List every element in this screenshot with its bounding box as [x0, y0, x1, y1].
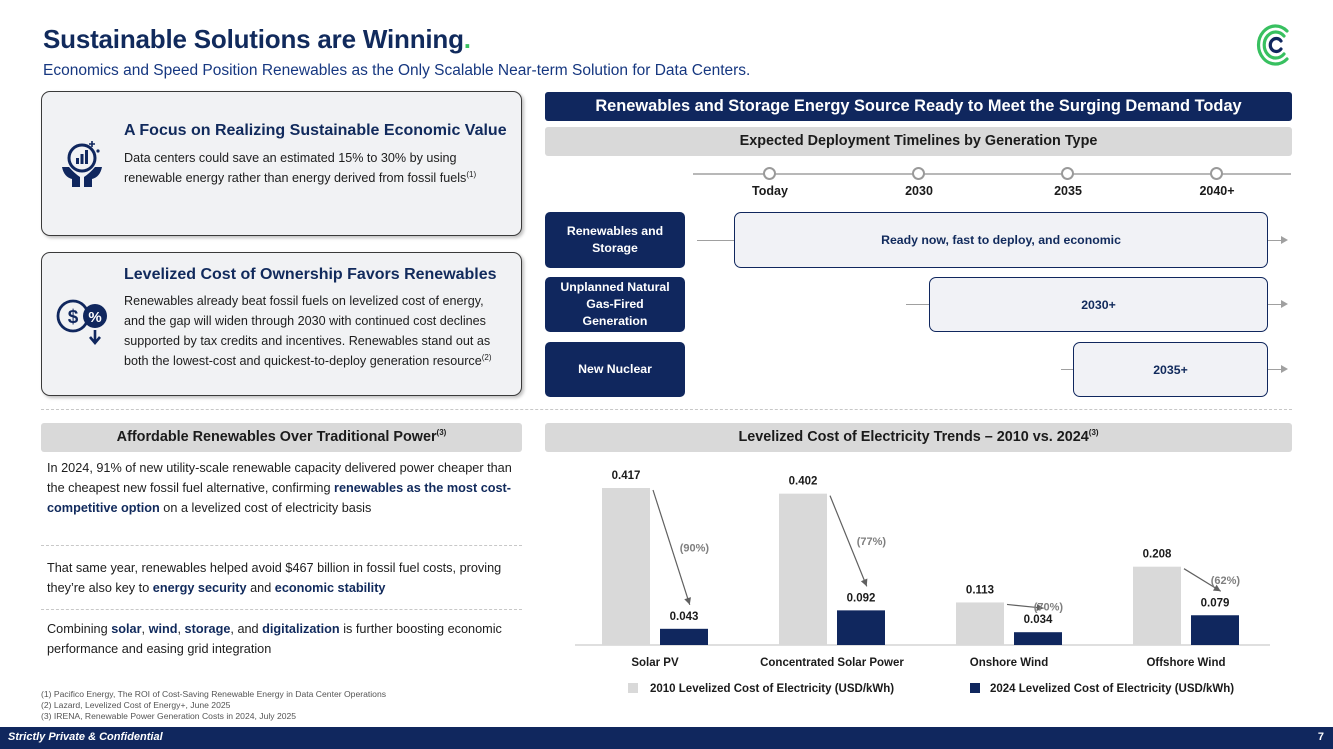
row-box-renewables: Ready now, fast to deploy, and economic — [734, 212, 1268, 268]
paragraph-energy-security: That same year, renewables helped avoid $467 billion in fossil fuel costs, proving they’re also key to energy security and economic stability — [47, 561, 502, 595]
timeline-label: 2035 — [1054, 184, 1082, 198]
value-label: 0.208 — [1142, 548, 1172, 561]
row-connector — [1268, 369, 1281, 370]
category-label: Concentrated Solar Power — [760, 657, 904, 669]
footnote-ref: (3) — [1088, 428, 1099, 438]
page-number: 7 — [1317, 731, 1324, 743]
svg-text:$: $ — [67, 307, 79, 328]
row-box-nuclear: 2035+ — [1073, 342, 1268, 397]
footnote-ref: (3) — [436, 428, 447, 438]
row-connector — [1061, 369, 1073, 370]
timeline-label: 2030 — [905, 184, 933, 198]
paragraph-divider — [41, 545, 522, 546]
paragraph-divider — [41, 609, 522, 610]
row-connector — [697, 240, 734, 241]
arrow-right-icon — [1281, 300, 1288, 308]
footnote-ref: (2) — [481, 352, 492, 362]
page-subtitle: Economics and Speed Position Renewables as the Only Scalable Near-term Solution for Data Centers. — [43, 62, 751, 79]
timeline-marker — [1061, 167, 1074, 180]
bar-2010 — [956, 602, 1004, 645]
footer-bar — [0, 727, 1333, 749]
value-label: 0.034 — [1023, 614, 1053, 627]
footnote: (2) Lazard, Levelized Cost of Energy+, June 2025 — [41, 700, 231, 710]
timeline-marker — [912, 167, 925, 180]
bar-2010 — [779, 494, 827, 645]
row-connector — [1268, 240, 1281, 241]
timeline-label: 2040+ — [1199, 184, 1235, 198]
row-label-renewables: Renewables and Storage — [545, 212, 685, 268]
value-label: 0.417 — [611, 470, 641, 482]
company-logo — [1255, 22, 1295, 68]
bar-2024 — [1191, 615, 1239, 645]
legend-label-2010: 2010 Levelized Cost of Electricity (USD/kWh) — [650, 683, 895, 695]
value-label: 0.402 — [788, 475, 818, 488]
change-label: (77%) — [856, 536, 887, 549]
value-card — [41, 91, 522, 236]
lcoe-bar-chart — [545, 455, 1293, 705]
levelized-cost-card — [41, 252, 522, 396]
title-dot: . — [463, 24, 471, 54]
change-label: (70%) — [1033, 601, 1064, 614]
hands-chart-icon — [60, 137, 104, 189]
row-label-natural-gas: Unplanned Natural Gas-Fired Generation — [545, 277, 685, 332]
change-label: (90%) — [679, 542, 710, 555]
timeline-axis — [693, 173, 1291, 175]
chart-title: Levelized Cost of Electricity Trends – 2010 vs. 2024$^{(3)}$ — [545, 423, 1292, 452]
card-title: Levelized Cost of Ownership Favors Renewables — [124, 266, 497, 283]
legend-swatch-2024 — [970, 683, 980, 693]
category-label: Offshore Wind — [1146, 657, 1226, 669]
card-body: Data centers could save an estimated 15% to 30% by using renewable energy rather than energy derived from fossil fuels$^{(1)}$ — [124, 151, 477, 185]
row-connector — [1268, 304, 1281, 305]
demand-banner: Renewables and Storage Energy Source Ready to Meet the Surging Demand Today — [545, 92, 1292, 121]
affordable-renewables-title: Affordable Renewables Over Traditional Power$^{(3)}$ — [41, 423, 522, 452]
bar-2024 — [660, 629, 708, 645]
svg-text:%: % — [88, 309, 102, 326]
arrow-right-icon — [1281, 365, 1288, 373]
bar-2024 — [837, 610, 885, 645]
bar-2024 — [1014, 632, 1062, 645]
timeline-title: Expected Deployment Timelines by Generation Type — [545, 127, 1292, 156]
dollar-percent-icon — [54, 297, 110, 349]
row-box-natural-gas: 2030+ — [929, 277, 1268, 332]
value-label: 0.043 — [669, 610, 699, 623]
bar-2010 — [1133, 567, 1181, 645]
page-title: Sustainable Solutions are Winning. — [43, 24, 471, 54]
card-title: A Focus on Realizing Sustainable Economic Value — [124, 122, 507, 139]
footnote: (1) Pacifico Energy, The ROI of Cost-Saving Renewable Energy in Data Center Operations — [41, 689, 387, 699]
timeline-label: Today — [752, 184, 788, 198]
bar-2010 — [602, 488, 650, 645]
confidential-label: Strictly Private & Confidential — [8, 731, 163, 743]
footnote-ref: (1) — [466, 169, 477, 179]
section-divider — [41, 409, 1292, 410]
value-label: 0.079 — [1200, 597, 1230, 610]
category-label: Onshore Wind — [969, 657, 1049, 669]
legend-swatch-2010 — [628, 683, 638, 693]
card-body: Renewables already beat fossil fuels on levelized cost of energy, and the gap will widen through 2030 with continued cost declines supported by tax credits and incentives. Renewables stand out as both the lowest-cost and quickest-to-deploy generation resource$^{(2)}$ — [124, 294, 492, 368]
row-label-nuclear: New Nuclear — [545, 342, 685, 397]
footnote: (3) IRENA, Renewable Power Generation Costs in 2024, July 2025 — [41, 711, 297, 721]
category-label: Solar PV — [631, 657, 679, 669]
value-label: 0.092 — [846, 592, 876, 605]
paragraph-cost-competitive: In 2024, 91% of new utility-scale renewable capacity delivered power cheaper than the cheapest new fossil fuel alternative, confirming renewables as the most cost-competitive option on a levelized cost of electricity basis — [47, 461, 512, 515]
value-label: 0.113 — [965, 584, 995, 597]
arrow-right-icon — [1281, 236, 1288, 244]
timeline-marker — [763, 167, 776, 180]
timeline-marker — [1210, 167, 1223, 180]
paragraph-digitalization: Combining solar, wind, storage, and digitalization is further boosting economic performance and easing grid integration — [47, 622, 502, 656]
row-connector — [906, 304, 929, 305]
change-label: (62%) — [1210, 574, 1241, 587]
legend-label-2024: 2024 Levelized Cost of Electricity (USD/kWh) — [990, 683, 1235, 695]
